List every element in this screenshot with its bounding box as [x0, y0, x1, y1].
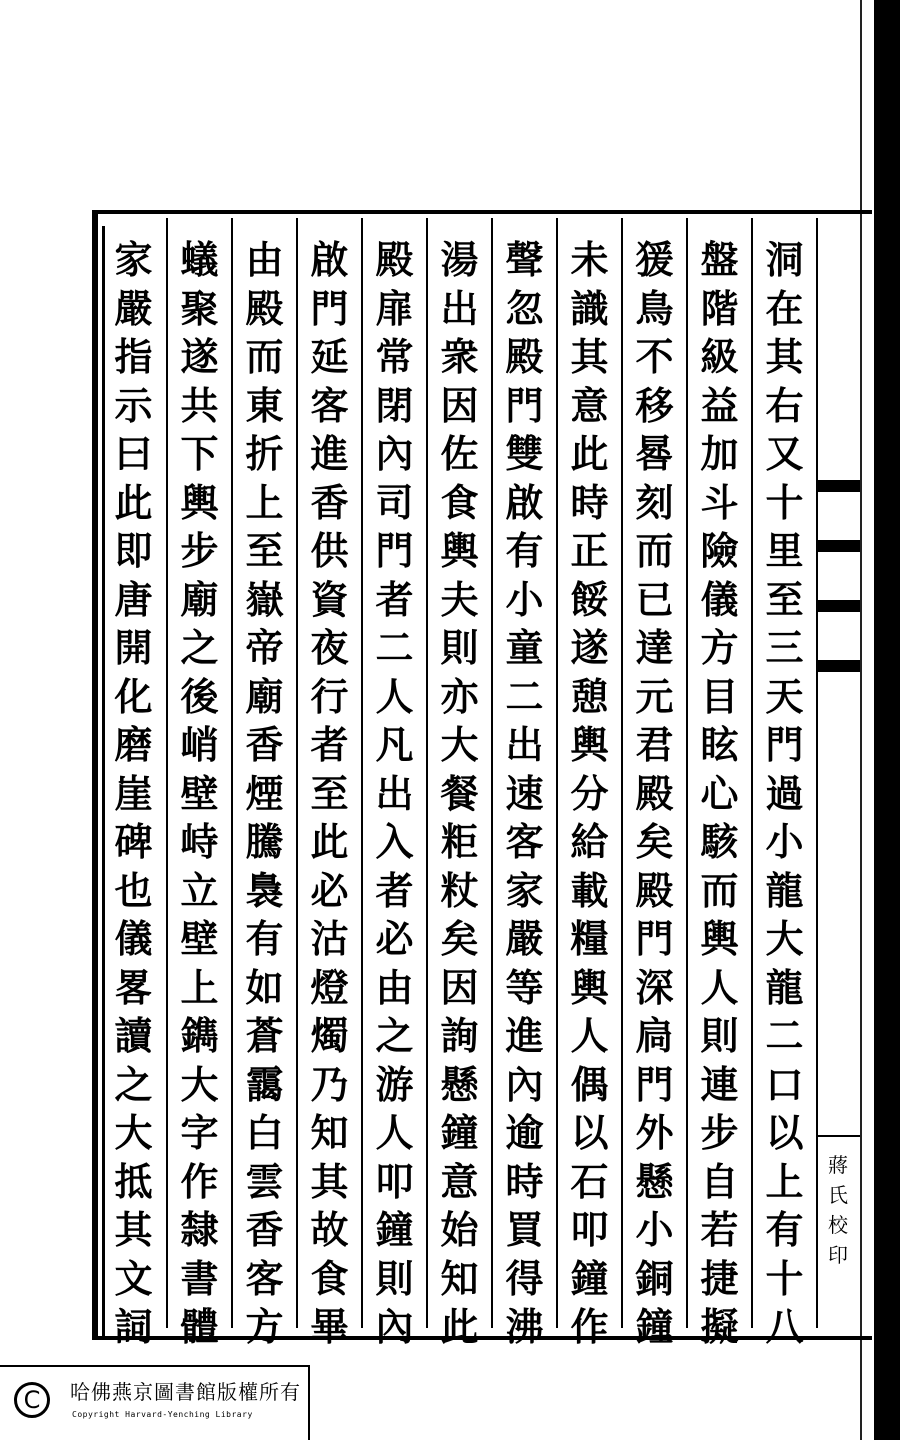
character: 由 — [245, 237, 284, 282]
character: 峭 — [180, 722, 219, 767]
character: 鐘 — [570, 1255, 609, 1301]
character: 十 — [765, 479, 804, 525]
text-column — [296, 218, 361, 1349]
character: 猨 — [635, 237, 674, 282]
character: 夜 — [310, 625, 349, 670]
character: 輿 — [570, 964, 609, 1010]
text-column — [361, 218, 426, 1349]
character: 騰 — [245, 819, 284, 864]
character: 作 — [570, 1304, 609, 1349]
character: 天 — [765, 673, 804, 719]
character: 而 — [245, 334, 284, 379]
character: 右 — [765, 382, 804, 428]
character: 廟 — [245, 673, 284, 719]
character: 雙 — [505, 431, 544, 476]
character: 有 — [505, 528, 544, 573]
character: 必 — [310, 867, 349, 913]
character: 憩 — [570, 673, 609, 719]
character: 字 — [180, 1110, 219, 1155]
character: 分 — [570, 770, 609, 816]
character: 載 — [570, 867, 609, 913]
character: 此 — [114, 479, 153, 525]
character: 香 — [310, 479, 349, 525]
character: 此 — [310, 819, 349, 864]
character: 步 — [700, 1110, 739, 1155]
character: 壁 — [180, 916, 219, 961]
character: 盤 — [700, 237, 739, 282]
character: 眩 — [700, 722, 739, 767]
character: 嚴 — [114, 285, 153, 331]
character: 折 — [245, 431, 284, 476]
character: 得 — [505, 1255, 544, 1301]
character: 至 — [765, 576, 804, 622]
character: 刻 — [635, 479, 674, 525]
character: 蒼 — [245, 1013, 284, 1058]
character: 啟 — [310, 237, 349, 282]
character: 外 — [635, 1110, 674, 1155]
character: 嚴 — [505, 916, 544, 961]
character: 之 — [375, 1013, 414, 1058]
character: 益 — [700, 382, 739, 428]
character: 龍 — [765, 964, 804, 1010]
character: 門 — [505, 382, 544, 428]
character: 燭 — [310, 1013, 349, 1058]
character: 食 — [440, 479, 479, 525]
character: 香 — [245, 1207, 284, 1252]
character: 儀 — [700, 576, 739, 622]
character: 常 — [375, 334, 414, 379]
character: 以 — [765, 1110, 804, 1155]
character: 即 — [114, 528, 153, 573]
character: 知 — [440, 1255, 479, 1301]
character: 內 — [505, 1061, 544, 1107]
character: 聲 — [505, 237, 544, 282]
character: 衆 — [440, 334, 479, 379]
character: 意 — [570, 382, 609, 428]
character: 沸 — [505, 1304, 544, 1349]
text-column — [556, 218, 621, 1349]
character: 以 — [570, 1110, 609, 1155]
character: 而 — [700, 867, 739, 913]
character: 洞 — [765, 237, 804, 282]
character: 因 — [440, 964, 479, 1010]
character: 輿 — [440, 528, 479, 573]
character: 未 — [570, 237, 609, 282]
character: 也 — [114, 867, 153, 913]
character: 小 — [505, 576, 544, 622]
character: 門 — [375, 528, 414, 573]
character: 大 — [440, 722, 479, 767]
character: 君 — [635, 722, 674, 767]
character: 門 — [635, 916, 674, 961]
character: 乃 — [310, 1061, 349, 1107]
character: 又 — [765, 431, 804, 476]
character: 裊 — [245, 867, 284, 913]
character: 殿 — [505, 334, 544, 379]
character: 始 — [440, 1207, 479, 1252]
character: 糧 — [570, 916, 609, 961]
character: 蟻 — [180, 237, 219, 282]
character: 家 — [505, 867, 544, 913]
character: 八 — [765, 1304, 804, 1349]
text-columns — [100, 218, 816, 1349]
character: 燈 — [310, 964, 349, 1010]
character: 若 — [700, 1207, 739, 1252]
character: 深 — [635, 964, 674, 1010]
copyright-symbol: C — [14, 1382, 50, 1418]
character: 廟 — [180, 576, 219, 622]
character: 沽 — [310, 916, 349, 961]
character: 進 — [310, 431, 349, 476]
character: 上 — [245, 479, 284, 525]
printer-character: 蔣 — [828, 1153, 848, 1177]
character: 加 — [700, 431, 739, 476]
character: 方 — [700, 625, 739, 670]
character: 童 — [505, 625, 544, 670]
character: 內 — [375, 431, 414, 476]
character: 司 — [375, 479, 414, 525]
margin-rule — [816, 1135, 860, 1137]
character: 至 — [310, 770, 349, 816]
character: 內 — [375, 1304, 414, 1349]
text-column — [751, 218, 816, 1349]
text-column — [101, 218, 166, 1349]
character: 作 — [180, 1158, 219, 1204]
character: 隸 — [180, 1207, 219, 1252]
character: 粔 — [440, 819, 479, 864]
character: 擬 — [700, 1304, 739, 1349]
character: 等 — [505, 964, 544, 1010]
character: 方 — [245, 1304, 284, 1349]
character: 詢 — [440, 1013, 479, 1058]
character: 崖 — [114, 770, 153, 816]
character: 佐 — [440, 431, 479, 476]
character: 資 — [310, 576, 349, 622]
character: 書 — [180, 1255, 219, 1301]
character: 大 — [180, 1061, 219, 1107]
character: 示 — [114, 382, 153, 428]
character: 進 — [505, 1013, 544, 1058]
text-column — [686, 218, 751, 1349]
character: 速 — [505, 770, 544, 816]
character: 晷 — [635, 431, 674, 476]
character: 共 — [180, 382, 219, 428]
text-column — [231, 218, 296, 1349]
character: 二 — [375, 625, 414, 670]
character: 出 — [505, 722, 544, 767]
character: 目 — [700, 673, 739, 719]
character: 餒 — [570, 576, 609, 622]
character: 時 — [570, 479, 609, 525]
character: 者 — [375, 867, 414, 913]
character: 者 — [310, 722, 349, 767]
character: 出 — [440, 285, 479, 331]
character: 帝 — [245, 625, 284, 670]
character: 識 — [570, 285, 609, 331]
character: 連 — [700, 1061, 739, 1107]
character: 之 — [180, 625, 219, 670]
character: 鐘 — [375, 1207, 414, 1252]
character: 達 — [635, 625, 674, 670]
character: 下 — [180, 431, 219, 476]
character: 餐 — [440, 770, 479, 816]
character: 碑 — [114, 819, 153, 864]
character: 讀 — [114, 1013, 153, 1058]
character: 家 — [114, 237, 153, 282]
character: 者 — [375, 576, 414, 622]
character: 磨 — [114, 722, 153, 767]
character: 輿 — [180, 479, 219, 525]
character: 閉 — [375, 382, 414, 428]
character: 小 — [765, 819, 804, 864]
character: 東 — [245, 382, 284, 428]
character: 殿 — [635, 867, 674, 913]
character: 人 — [570, 1013, 609, 1058]
character: 忽 — [505, 285, 544, 331]
character: 殿 — [245, 285, 284, 331]
character: 扉 — [375, 285, 414, 331]
character: 偶 — [570, 1061, 609, 1107]
character: 石 — [570, 1158, 609, 1204]
character: 懸 — [635, 1158, 674, 1204]
character: 體 — [180, 1304, 219, 1349]
character: 鳥 — [635, 285, 674, 331]
character: 立 — [180, 867, 219, 913]
character: 級 — [700, 334, 739, 379]
text-column — [426, 218, 491, 1349]
text-column — [166, 218, 231, 1349]
character: 龍 — [765, 867, 804, 913]
character: 過 — [765, 770, 804, 816]
character: 故 — [310, 1207, 349, 1252]
character: 逾 — [505, 1110, 544, 1155]
printer-character: 校 — [828, 1213, 848, 1237]
character: 後 — [180, 673, 219, 719]
character: 上 — [180, 964, 219, 1010]
character: 開 — [114, 625, 153, 670]
character: 駭 — [700, 819, 739, 864]
character: 其 — [310, 1158, 349, 1204]
character: 客 — [245, 1255, 284, 1301]
character: 至 — [245, 528, 284, 573]
fold-mark — [816, 660, 860, 672]
character: 大 — [765, 916, 804, 961]
character: 嶽 — [245, 576, 284, 622]
character: 夫 — [440, 576, 479, 622]
character: 買 — [505, 1207, 544, 1252]
character: 叩 — [570, 1207, 609, 1252]
character: 啟 — [505, 479, 544, 525]
character: 白 — [245, 1110, 284, 1155]
character: 必 — [375, 916, 414, 961]
character: 知 — [310, 1110, 349, 1155]
character: 遂 — [570, 625, 609, 670]
character: 小 — [635, 1207, 674, 1252]
character: 則 — [700, 1013, 739, 1058]
character: 客 — [310, 382, 349, 428]
character: 三 — [765, 625, 804, 670]
character: 心 — [700, 770, 739, 816]
character: 大 — [114, 1110, 153, 1155]
character: 凡 — [375, 722, 414, 767]
fold-mark — [816, 600, 860, 612]
character: 此 — [440, 1304, 479, 1349]
printer-character: 印 — [828, 1243, 848, 1267]
character: 其 — [570, 334, 609, 379]
character: 門 — [310, 285, 349, 331]
character: 聚 — [180, 285, 219, 331]
character: 門 — [635, 1061, 674, 1107]
character: 延 — [310, 334, 349, 379]
character: 其 — [114, 1207, 153, 1252]
character: 口 — [765, 1061, 804, 1107]
character: 壁 — [180, 770, 219, 816]
character: 二 — [765, 1013, 804, 1058]
character: 靄 — [245, 1061, 284, 1107]
character: 詞 — [114, 1304, 153, 1349]
character: 文 — [114, 1255, 153, 1301]
character: 客 — [505, 819, 544, 864]
margin-fold-marks — [816, 470, 860, 690]
character: 上 — [765, 1158, 804, 1204]
character: 十 — [765, 1255, 804, 1301]
character: 煙 — [245, 770, 284, 816]
character: 人 — [375, 673, 414, 719]
character: 矣 — [440, 916, 479, 961]
character: 抵 — [114, 1158, 153, 1204]
character: 險 — [700, 528, 739, 573]
character: 二 — [505, 673, 544, 719]
character: 輿 — [570, 722, 609, 767]
character: 出 — [375, 770, 414, 816]
copyright-english: Copyright Harvard-Yenching Library — [72, 1410, 253, 1419]
character: 而 — [635, 528, 674, 573]
character: 唐 — [114, 576, 153, 622]
character: 儀 — [114, 916, 153, 961]
character: 食 — [310, 1255, 349, 1301]
fold-mark — [816, 540, 860, 552]
character: 粀 — [440, 867, 479, 913]
character: 入 — [375, 819, 414, 864]
character: 殿 — [635, 770, 674, 816]
character: 人 — [700, 964, 739, 1010]
character: 由 — [375, 964, 414, 1010]
character: 鐘 — [635, 1304, 674, 1349]
character: 門 — [765, 722, 804, 767]
character: 懸 — [440, 1061, 479, 1107]
character: 則 — [440, 625, 479, 670]
book-spine-shadow — [872, 0, 900, 1440]
character: 里 — [765, 528, 804, 573]
character: 畧 — [114, 964, 153, 1010]
character: 矣 — [635, 819, 674, 864]
character: 斗 — [700, 479, 739, 525]
character: 化 — [114, 673, 153, 719]
text-column — [491, 218, 556, 1349]
character: 雲 — [245, 1158, 284, 1204]
character: 亦 — [440, 673, 479, 719]
character: 元 — [635, 673, 674, 719]
character: 移 — [635, 382, 674, 428]
character: 已 — [635, 576, 674, 622]
copyright-chinese: 哈佛燕京圖書館版權所有 — [70, 1380, 301, 1404]
character: 鐘 — [440, 1110, 479, 1155]
printer-mark — [818, 1150, 858, 1270]
character: 峙 — [180, 819, 219, 864]
character: 叩 — [375, 1158, 414, 1204]
character: 步 — [180, 528, 219, 573]
character: 人 — [375, 1110, 414, 1155]
character: 銅 — [635, 1255, 674, 1301]
character: 輿 — [700, 916, 739, 961]
character: 有 — [245, 916, 284, 961]
character: 鐫 — [180, 1013, 219, 1058]
character: 扃 — [635, 1013, 674, 1058]
character: 時 — [505, 1158, 544, 1204]
character: 捷 — [700, 1255, 739, 1301]
character: 自 — [700, 1158, 739, 1204]
character: 指 — [114, 334, 153, 379]
character: 遂 — [180, 334, 219, 379]
text-column — [621, 218, 686, 1349]
character: 因 — [440, 382, 479, 428]
character: 不 — [635, 334, 674, 379]
character: 殿 — [375, 237, 414, 282]
character: 行 — [310, 673, 349, 719]
character: 畢 — [310, 1304, 349, 1349]
character: 則 — [375, 1255, 414, 1301]
character: 其 — [765, 334, 804, 379]
character: 正 — [570, 528, 609, 573]
character: 曰 — [114, 431, 153, 476]
character: 有 — [765, 1207, 804, 1252]
character: 游 — [375, 1061, 414, 1107]
character: 如 — [245, 964, 284, 1010]
character: 湯 — [440, 237, 479, 282]
fold-mark — [816, 480, 860, 492]
printer-character: 氏 — [828, 1183, 848, 1207]
character: 給 — [570, 819, 609, 864]
character: 香 — [245, 722, 284, 767]
character: 在 — [765, 285, 804, 331]
character: 之 — [114, 1061, 153, 1107]
character: 此 — [570, 431, 609, 476]
character: 階 — [700, 285, 739, 331]
character: 供 — [310, 528, 349, 573]
character: 意 — [440, 1158, 479, 1204]
